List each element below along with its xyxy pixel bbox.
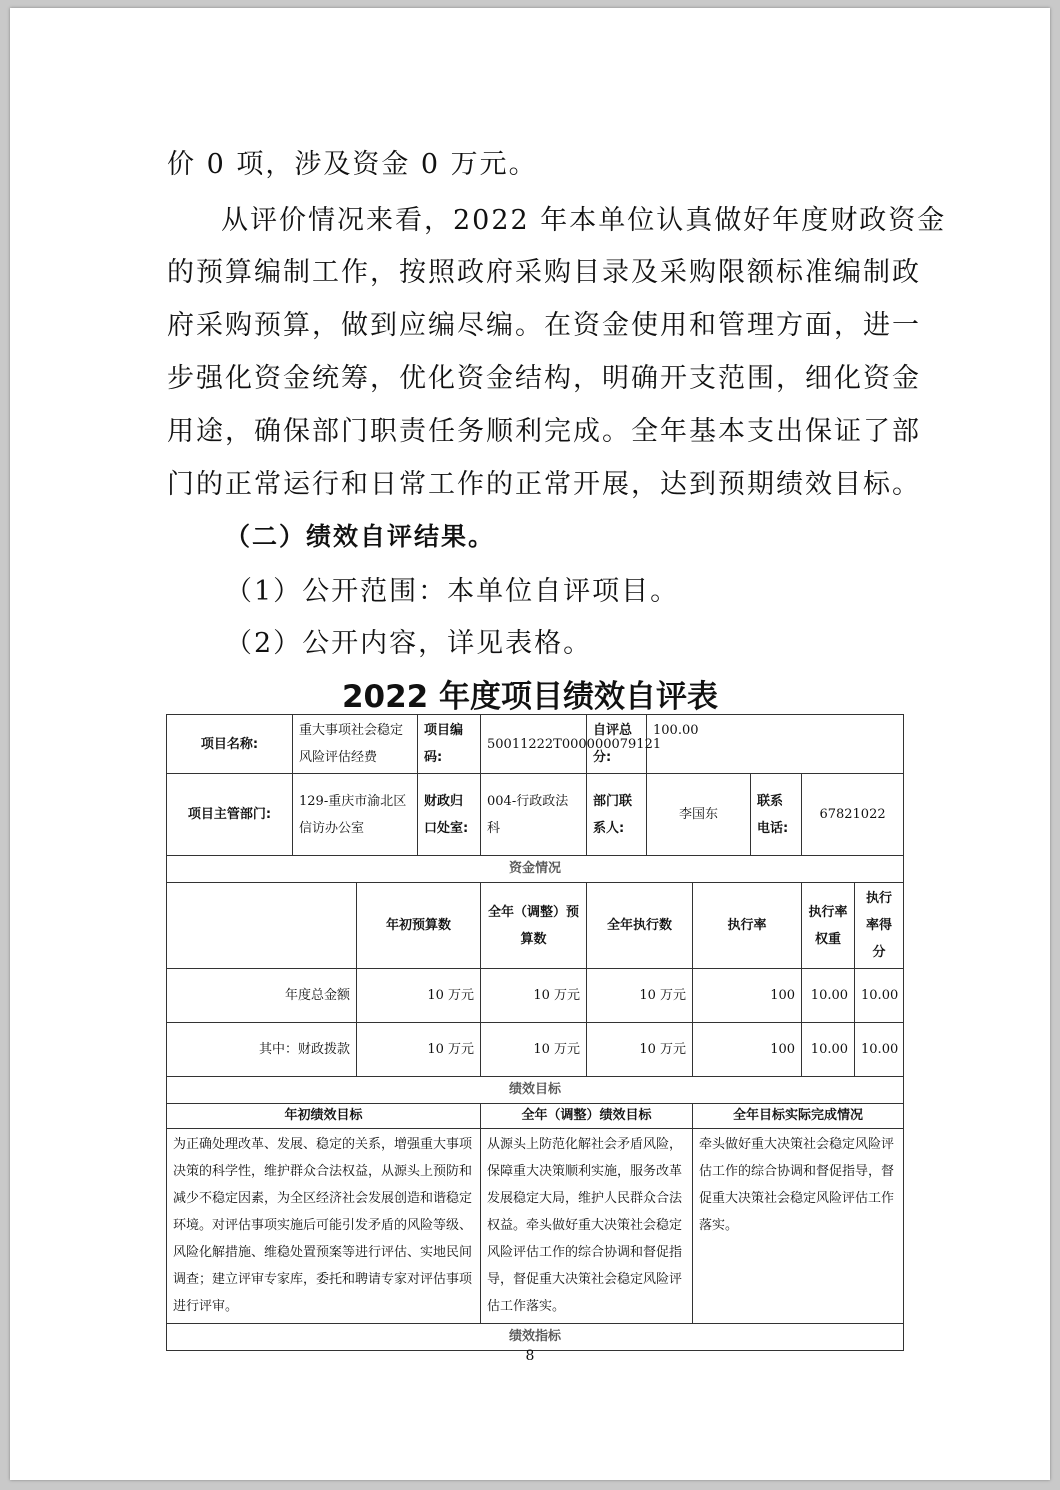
list-item: （2）公开内容，详见表格。	[225, 628, 593, 659]
col-execution-rate: 执行率	[693, 883, 802, 969]
department: 129-重庆市渝北区信访办公室	[293, 774, 418, 856]
col-weight: 执行率权重	[802, 883, 855, 969]
contact-person: 李国东	[647, 774, 751, 856]
label-finance-office: 财政归口处室:	[418, 774, 481, 856]
label-project-name: 项目名称:	[167, 715, 293, 774]
finance-office: 004-行政政法科	[481, 774, 587, 856]
cell-weight: 10.00	[802, 1023, 855, 1077]
paragraph-line: 用途，确保部门职责任务顺利完成。全年基本支出保证了部	[167, 416, 921, 447]
label-contact: 部门联系人:	[587, 774, 647, 856]
cell-executed: 10 万元	[587, 1023, 693, 1077]
paragraph-line: 价 0 项，涉及资金 0 万元。	[167, 149, 538, 180]
table-row	[167, 1023, 904, 1077]
section-indicators: 绩效指标	[167, 1324, 904, 1351]
cell-adjusted-budget: 10 万元	[481, 969, 587, 1023]
cell-score: 10.00	[855, 1023, 904, 1077]
paragraph-line: 的预算编制工作，按照政府采购目录及采购限额标准编制政	[167, 257, 921, 288]
actual-completion-text: 牵头做好重大决策社会稳定风险评估工作的综合协调和督促指导，督促重大决策社会稳定风险评估工作落实。	[693, 1129, 904, 1324]
paragraph-line: 步强化资金统筹，优化资金结构，明确开支范围，细化资金	[167, 363, 921, 394]
cell-execution-rate: 100	[693, 969, 802, 1023]
section-heading: （二）绩效自评结果。	[225, 522, 496, 551]
self-score: 100.00	[647, 715, 904, 774]
cell-score: 10.00	[855, 969, 904, 1023]
table-title: 2022 年度项目绩效自评表	[341, 679, 719, 715]
col-initial-budget: 年初预算数	[357, 883, 481, 969]
initial-goal-text: 为正确处理改革、发展、稳定的关系，增强重大事项决策的科学性，维护群众合法权益，从源头上预防和减少不稳定因素，为全区经济社会发展创造和谐稳定环境。对评估事项实施后可能引发矛盾的风险等级、风险化解措施、维稳处置预案等进行评估、实地民间调查；建立评审专家库，委托和聘请专家对评估事项进行评审。	[167, 1129, 481, 1324]
cell-executed: 10 万元	[587, 969, 693, 1023]
cell-initial-budget: 10 万元	[357, 969, 481, 1023]
label-department: 项目主管部门:	[167, 774, 293, 856]
col-executed: 全年执行数	[587, 883, 693, 969]
evaluation-table	[166, 714, 904, 1351]
table-row	[167, 969, 904, 1023]
funds-header-blank	[167, 883, 357, 969]
section-goals: 绩效目标	[167, 1077, 904, 1104]
page-number: 8	[525, 1348, 535, 1364]
section-funds: 资金情况	[167, 856, 904, 883]
project-code: 50011222T000000079121	[481, 715, 587, 774]
row-label: 其中：财政拨款	[167, 1023, 357, 1077]
adjusted-goal-text: 从源头上防范化解社会矛盾风险，保障重大决策顺利实施，服务改革发展稳定大局，维护人民群众合法权益。牵头做好重大决策社会稳定风险评估工作的综合协调和督促指导，督促重大决策社会稳定风险评估工作落实。	[481, 1129, 693, 1324]
cell-initial-budget: 10 万元	[357, 1023, 481, 1077]
col-initial-goal: 年初绩效目标	[167, 1104, 481, 1129]
col-score: 执行率得分	[855, 883, 904, 969]
paragraph-line: 门的正常运行和日常工作的正常开展，达到预期绩效目标。	[167, 469, 921, 500]
cell-weight: 10.00	[802, 969, 855, 1023]
label-phone: 联系电话:	[751, 774, 802, 856]
label-project-code: 项目编码:	[418, 715, 481, 774]
list-item: （1）公开范围：本单位自评项目。	[225, 576, 680, 607]
col-adjusted-budget: 全年（调整）预算数	[481, 883, 587, 969]
paragraph-line: 从评价情况来看，2022 年本单位认真做好年度财政资金	[221, 205, 947, 236]
label-self-score: 自评总分:	[587, 715, 647, 774]
row-label: 年度总金额	[167, 969, 357, 1023]
cell-adjusted-budget: 10 万元	[481, 1023, 587, 1077]
document-page	[10, 8, 1050, 1480]
paragraph-line: 府采购预算，做到应编尽编。在资金使用和管理方面，进一	[167, 310, 921, 341]
cell-execution-rate: 100	[693, 1023, 802, 1077]
project-name: 重大事项社会稳定风险评估经费	[293, 715, 418, 774]
col-actual-completion: 全年目标实际完成情况	[693, 1104, 904, 1129]
phone: 67821022	[802, 774, 904, 856]
col-adjusted-goal: 全年（调整）绩效目标	[481, 1104, 693, 1129]
